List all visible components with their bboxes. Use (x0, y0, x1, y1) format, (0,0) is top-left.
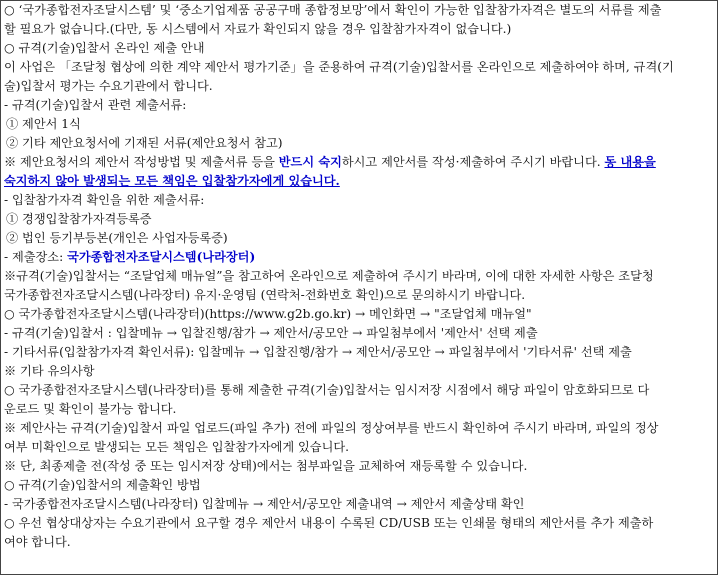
text-line: ※ 단, 최종제출 전(작성 중 또는 임시저장 상태)에서는 첨부파일을 교체하여 재등록할 수 있습니다. (4, 459, 528, 473)
text-line: ※규격(기술)입찰서는 “조달업체 매뉴얼”을 참고하여 온라인으로 제출하여 주시기 바라며, 이에 대한 자세한 사항은 조달청 (4, 269, 654, 283)
text-line: ○ 국가종합전자조달시스템(나라장터)를 통해 제출한 규격(기술)입찰서는 임시저장 시점에서 해당 파일이 암호화되므로 다 (4, 383, 650, 397)
submission-place-line (4, 248, 713, 267)
text-line: - 규격(기술)입찰서 관련 제출서류: (4, 98, 187, 112)
text-line: ○ 규격(기술)입찰서 온라인 제출 안내 (4, 41, 205, 55)
submission-place-value: 국가종합전자조달시스템(나라장터) (67, 250, 256, 264)
note-line (4, 153, 713, 172)
note-emphasis: 반드시 숙지 (278, 155, 342, 169)
text-line: 할 필요가 없습니다.(다만, 동 시스템에서 자료가 확인되지 않을 경우 입찰참가자격이 없습니다.) (4, 22, 512, 36)
text-line: 여부 미확인으로 발생되는 모든 책임은 입찰참가자에게 있습니다. (4, 440, 349, 454)
note-warning: 숙지하지 않아 발생되는 모든 책임은 입찰참가자에게 있습니다. (4, 174, 340, 188)
text-line: ※ 기타 유의사항 (4, 364, 95, 378)
note-middle: 하시고 제안서를 작성·제출하여 주시기 바랍니다. (341, 155, 605, 169)
text-line: ① 제안서 1식 (6, 117, 81, 131)
text-line: - 국가종합전자조달시스템(나라장터) 입찰메뉴 → 제안서/공모안 제출내역 → 제안서 제출상태 확인 (4, 497, 525, 511)
submission-place-label: - 제출장소: (4, 250, 68, 264)
note-line (4, 172, 713, 191)
text-line: 술)입찰서 평가는 수요기관에서 합니다. (4, 79, 213, 93)
text-line: 이 사업은 「조달청 협상에 의한 계약 제안서 평가기준」을 준용하여 규격(기술)입찰서를 온라인으로 제출하여야 하며, 규격(기 (4, 60, 674, 74)
text-line: ○ 규격(기술)입찰서의 제출확인 방법 (4, 478, 201, 492)
text-line: - 입찰참가자격 확인을 위한 제출서류: (4, 193, 205, 207)
note-warning: 동 내용을 (604, 155, 656, 169)
text-line: - 기타서류(입찰참가자격 확인서류): 입찰메뉴 → 입찰진행/참가 → 제안서/공모안 → 파일첨부에서 '기타서류' 선택 제출 (4, 345, 632, 359)
text-line: ② 기타 제안요청서에 기재된 서류(제안요청서 참고) (6, 136, 283, 150)
text-line: ○ ‘국가종합전자조달시스템’ 및 ‘중소기업제품 공공구매 종합정보망’에서 확인이 가능한 입찰참가자격은 별도의 서류를 제출 (4, 3, 662, 17)
text-line: 운로드 및 확인이 불가능 합니다. (4, 402, 177, 416)
text-line: 국가종합전자조달시스템(나라장터) 유지·운영팀 (연락처-전화번호 확인)으로 문의하시기 바랍니다. (4, 288, 526, 302)
text-line: ② 법인 등기부등본(개인은 사업자등록증) (6, 231, 228, 245)
note-prefix: ※ 제안요청서의 제안서 작성방법 및 제출서류 등을 (4, 155, 279, 169)
text-line: ○ 우선 협상대상자는 수요기관에서 요구할 경우 제안서 내용이 수록된 CD/USB 또는 인쇄물 형태의 제안서를 추가 제출하 (4, 516, 654, 530)
text-line: ○ 국가종합전자조달시스템(나라장터)(https://www.g2b.go.kr) → 메인화면 → "조달업체 매뉴얼" (4, 307, 532, 321)
text-line: 여야 합니다. (4, 535, 71, 549)
document-body (1, 1, 717, 552)
text-line: - 규격(기술)입찰서 : 입찰메뉴 → 입찰진행/참가 → 제안서/공모안 → 파일첨부에서 '제안서' 선택 제출 (4, 326, 538, 340)
text-line: ① 경쟁입찰참가자격등록증 (6, 212, 152, 226)
text-line: ※ 제안사는 규격(기술)입찰서 파일 업로드(파일 추가) 전에 파일의 정상여부를 반드시 확인하여 주시기 바라며, 파일의 정상 (4, 421, 659, 435)
